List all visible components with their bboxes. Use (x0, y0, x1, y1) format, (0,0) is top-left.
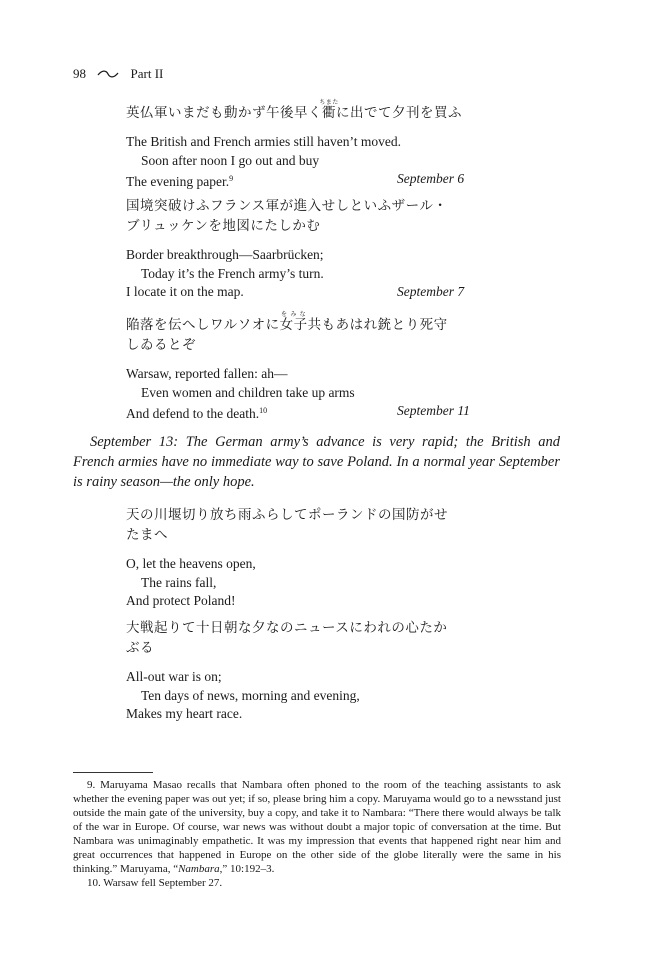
poem-september-6 (126, 100, 486, 192)
running-head (73, 66, 163, 82)
ruby-word: 女子をみな (279, 312, 308, 332)
entry-date: September 11 (397, 403, 470, 418)
japanese-tanka: 天の川堰切り放ち雨ふらしてポーランドの国防がせたまへ (126, 507, 448, 542)
entry-date: September 6 (397, 171, 465, 186)
verse-line: Soon after noon I go out and buy (141, 152, 320, 168)
ruby-word: 衢ちまた (319, 100, 339, 120)
verse-line: The evening paper.$^9$ September 6 (126, 171, 465, 189)
footnote-ref[interactable]: 9 (229, 174, 234, 183)
english-translation (126, 246, 486, 302)
japanese-tanka: 大戦起りて十日朝な夕なのニュースにわれの心たかぶる (126, 620, 448, 655)
footnotes (73, 778, 561, 890)
verse-line: O, let the heavens open, (126, 556, 256, 571)
entry-date: September 7 (397, 284, 465, 299)
japanese-tanka: 国境突破けふフランス軍が進入せしといふザール・ブリュッケンを地図にたしかむ (126, 198, 448, 233)
verse-line: And defend to the death.$^{10}$ September 11 (126, 403, 470, 421)
japanese-tanka: 英仏軍いまだも動かず午後早く衢ちまたに出でて夕刊を買ふ (126, 100, 462, 120)
verse-line: I locate it on the map. September 7 (126, 283, 486, 302)
verse-line: Warsaw, reported fallen: ah— (126, 366, 288, 381)
verse-line: The British and French armies still haven’t moved. (126, 134, 401, 149)
verse-line: Makes my heart race. (126, 706, 243, 721)
footnote-ref[interactable]: 10 (259, 406, 268, 415)
diary-entry-september-13: September 13: The German army’s advance is very rapid; the British and French armies have no immediate way to save Poland. In a normal year September is rainy season—the only hope. (73, 434, 560, 490)
english-translation (126, 555, 486, 611)
verse-line: Even women and children take up arms (141, 384, 355, 400)
verse-line: The rains fall, (141, 574, 217, 590)
poem-september-7 (126, 196, 486, 302)
footnote-9: 9. Maruyama Masao recalls that Nambara often phoned to the room of the teaching assistants to ask whether the evening paper was out yet; if so, please bring him a copy. Maruyama would go to a newsstand just outside the main gate of the university, buy a copy, and take it to Nambara: “There there would always be talk of the war in Europe. Of course, war news was without doubt a major topic of conversation at the time. But Nambara was unimaginably empathetic. It was my impression that events that happened right near him and great occurrences that happened in Europe on the other side of the globe literally were the same in his thinking.” Maruyama, “Nambara,” 10:192–3. (73, 779, 561, 875)
poem-all-out-war (126, 618, 486, 724)
verse-line: Ten days of news, morning and evening, (141, 687, 360, 703)
footnote-divider (73, 772, 153, 773)
english-translation (126, 668, 486, 724)
english-translation (126, 365, 486, 424)
page-number: 98 (73, 66, 86, 81)
poem-september-11 (126, 312, 486, 424)
ornament-swash-icon (97, 69, 119, 79)
part-title: Part II (130, 66, 164, 81)
verse-line: Border breakthrough—Saarbrücken; (126, 247, 324, 262)
verse-line: Today it’s the French army’s turn. (141, 265, 324, 281)
japanese-tanka: 陥落を伝へしワルソオに女子をみな共もあはれ銃とり死守しゐるとぞ (126, 312, 448, 352)
verse-line: And protect Poland! (126, 593, 236, 608)
verse-line: All-out war is on; (126, 669, 222, 684)
footnote-10: 10. Warsaw fell September 27. (87, 877, 223, 889)
poem-heavens (126, 505, 486, 611)
english-translation (126, 133, 486, 192)
